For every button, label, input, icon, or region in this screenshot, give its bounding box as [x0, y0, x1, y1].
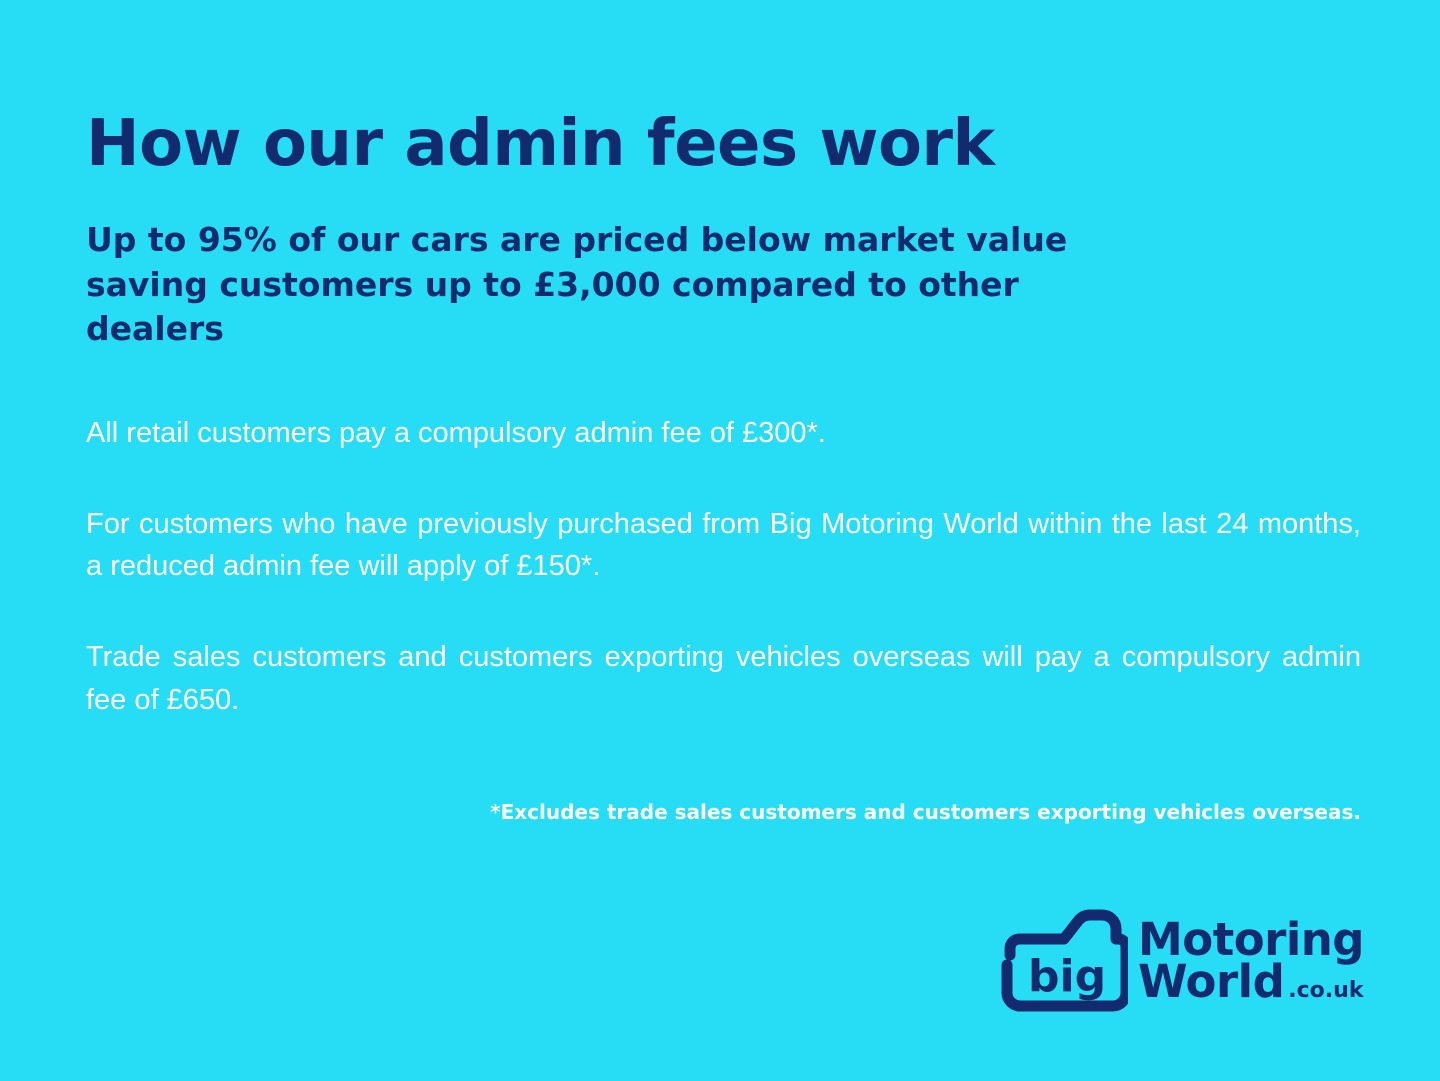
- brand-logo: [998, 909, 1364, 1013]
- page-title: How our admin fees work: [86, 107, 995, 181]
- big-car-icon: [998, 909, 1128, 1013]
- footnote-disclaimer: *Excludes trade sales customers and customers exporting vehicles overseas.: [490, 800, 1361, 825]
- subheading-line-1: Up to 95% of our cars are priced below market value: [86, 220, 1068, 259]
- body-paragraph-retail-fee: All retail customers pay a compulsory admin fee of £300*.: [86, 416, 826, 449]
- logo-line-motoring: Motoring: [1138, 912, 1364, 966]
- logo-line-world: World: [1138, 955, 1285, 1008]
- big-wordmark-text: big: [1028, 951, 1107, 1002]
- logo-line-world-row: [1138, 955, 1364, 1008]
- subheading-line-2: saving customers up to £3,000 compared to other: [86, 264, 1019, 304]
- logo-tld: .co.uk: [1288, 978, 1364, 1003]
- logo-wordmark: [1138, 912, 1364, 1008]
- subheading: [86, 176, 1361, 352]
- body-paragraph-returning-customer-fee: For customers who have previously purchased from Big Motoring World within the last 24 months, a reduced admin fee will apply of £150*.: [86, 507, 1361, 583]
- body-paragraph-trade-export-fee: Trade sales customers and customers exporting vehicles overseas will pay a compulsory admin fee of £650.: [86, 641, 1361, 717]
- subheading-line-3: dealers: [86, 309, 224, 349]
